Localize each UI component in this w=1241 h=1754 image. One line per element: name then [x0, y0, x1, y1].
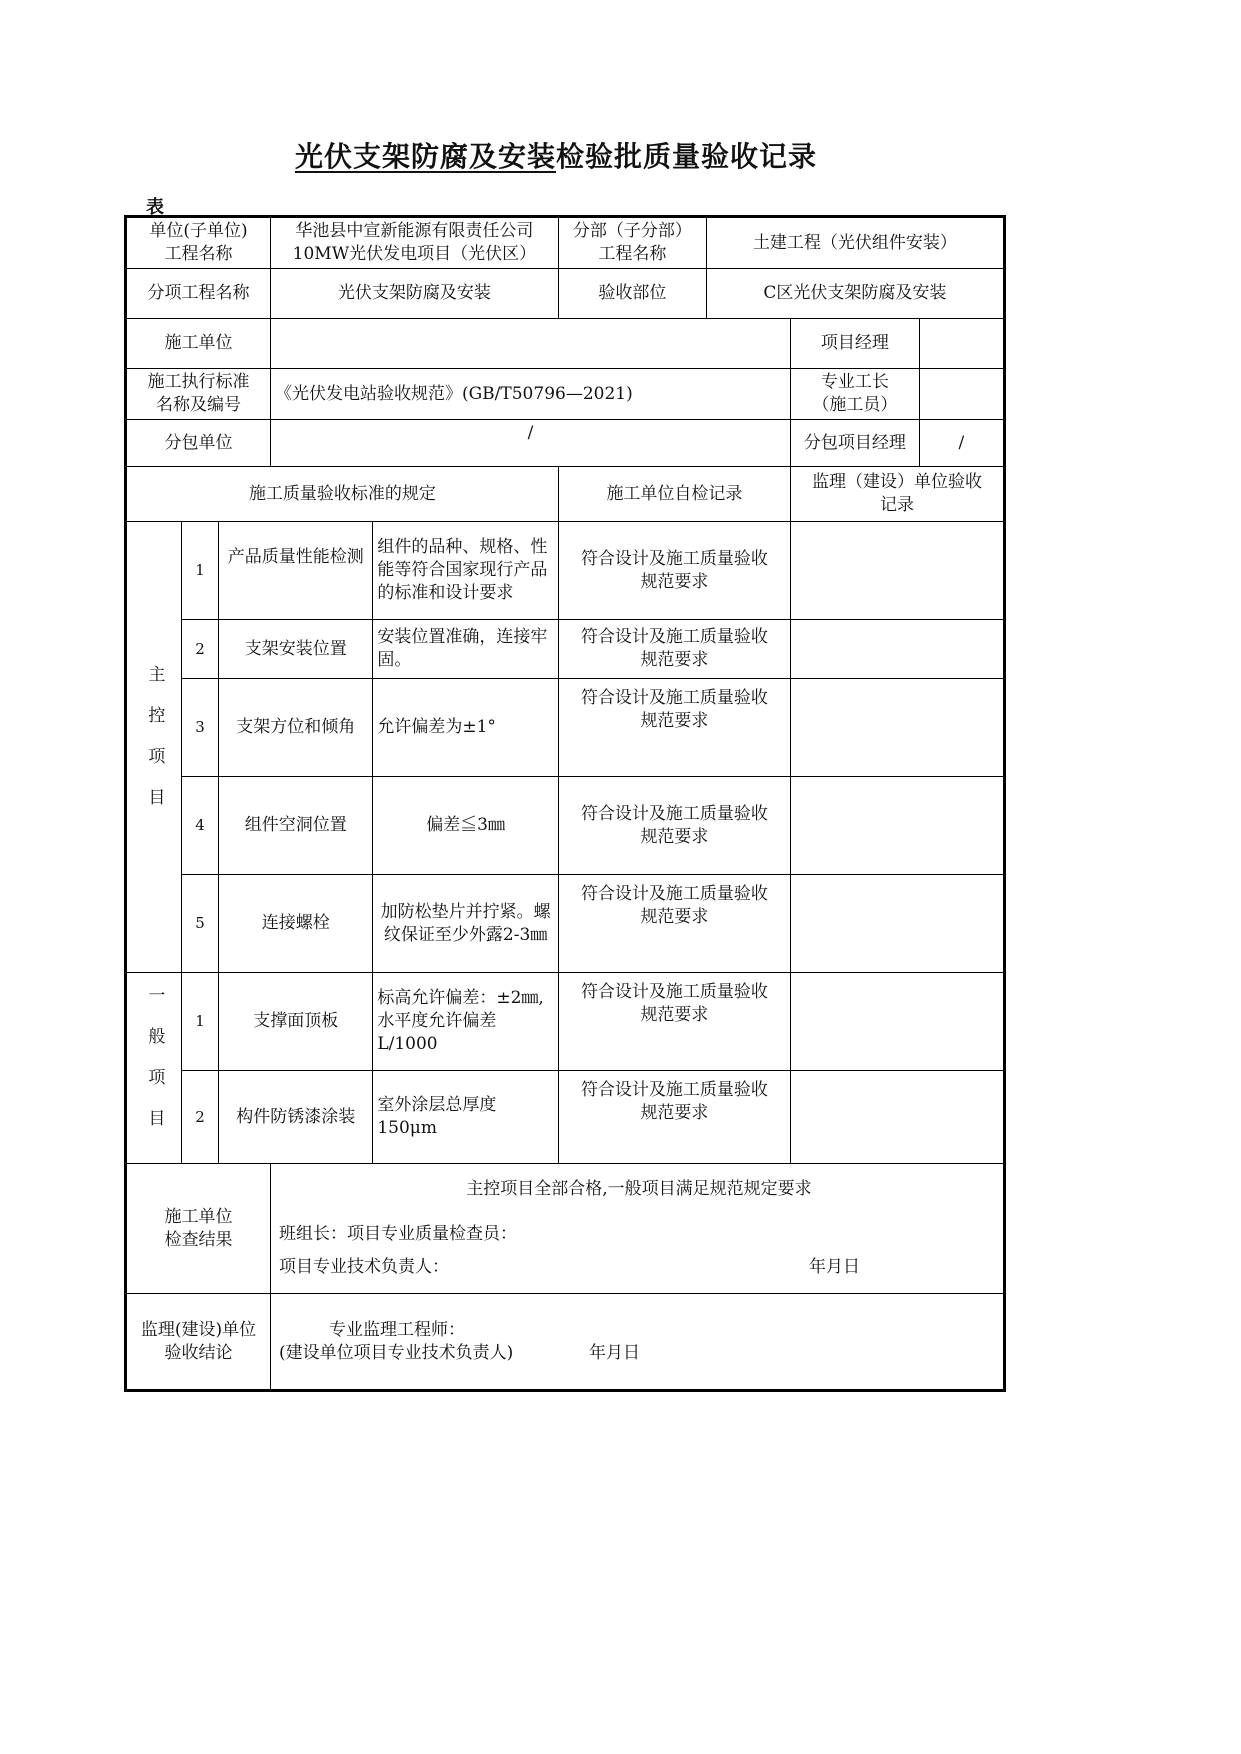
self-check-result: 符合设计及施工质量验收 规范要求: [558, 522, 790, 620]
self-check-result: 符合设计及施工质量验收 规范要求: [558, 973, 790, 1071]
item-name: 支架方位和倾角: [219, 679, 373, 777]
standard-row: [126, 369, 1005, 420]
check-signatory-line: 班组长：项目专业质量检查员：: [278, 1224, 517, 1244]
title-rest: 检验批质量验收记录: [556, 140, 818, 173]
item-spec: 标高允许偏差：±2㎜,水平度允许偏差L/1000: [373, 973, 559, 1071]
supervision-owner-line: (建设单位项目专业技术负责人) 年月日: [278, 1342, 640, 1363]
table-row: [126, 620, 1005, 679]
foreman-label: 专业工长 （施工员）: [791, 369, 920, 420]
item-name: 支架安装位置: [219, 620, 373, 679]
check-date: 年月日: [808, 1257, 860, 1277]
general-group-label: 一般项目: [126, 973, 182, 1164]
item-no: 3: [181, 679, 219, 777]
sub-value: /: [270, 420, 790, 467]
pm-label: 项目经理: [791, 319, 920, 369]
self-check-result: 符合设计及施工质量验收 规范要求: [558, 875, 790, 973]
inspection-record-table: [124, 215, 1006, 1392]
standard-label: 施工执行标准 名称及编号: [126, 369, 271, 420]
self-check-result: 符合设计及施工质量验收 规范要求: [558, 679, 790, 777]
supervision-label: 监理(建设)单位 验收结论: [126, 1294, 271, 1391]
item-no: 2: [181, 1071, 219, 1164]
part-value: C区光伏支架防腐及安装: [706, 269, 1004, 319]
supervisor-record: [791, 875, 1005, 973]
part-label: 验收部位: [558, 269, 706, 319]
supervision-date: 年月日: [588, 1342, 640, 1363]
main-group-label: 主控项目: [126, 522, 182, 973]
table-row: [126, 1071, 1005, 1164]
check-tech-lead-line: 项目专业技术负责人： 年月日: [278, 1257, 860, 1277]
supervisor-record: [791, 522, 1005, 620]
col-spec-header: 施工质量验收标准的规定: [126, 467, 559, 522]
item-spec: 允许偏差为±1°: [373, 679, 559, 777]
check-result-label: 施工单位 检查结果: [126, 1164, 271, 1294]
supervisor-record: [791, 620, 1005, 679]
item-name: 构件防锈漆涂装: [219, 1071, 373, 1164]
construction-unit-row: [126, 319, 1005, 369]
table-row: [126, 522, 1005, 620]
construction-unit-value: [270, 319, 790, 369]
supervision-content: [270, 1294, 1004, 1391]
table-row: [126, 973, 1005, 1071]
column-header-row: [126, 467, 1005, 522]
title-underlined: 光伏支架防腐及安装: [294, 140, 556, 173]
self-check-result: 符合设计及施工质量验收 规范要求: [558, 620, 790, 679]
item-no: 4: [181, 777, 219, 875]
check-conclusion: 主控项目全部合格,一般项目满足规范规定要求: [466, 1179, 812, 1199]
branch-value: 土建工程（光伏组件安装）: [706, 217, 1004, 269]
supervisor-record: [791, 777, 1005, 875]
item-no: 2: [181, 620, 219, 679]
supervisor-record: [791, 679, 1005, 777]
supervision-engineer-line: 专业监理工程师：: [328, 1319, 465, 1340]
item-name: 连接螺栓: [219, 875, 373, 973]
item-spec: 室外涂层总厚度150μm: [373, 1071, 559, 1164]
supervisor-record: [791, 973, 1005, 1071]
unit-value: 华池县中宣新能源有限责任公司 10MW光伏发电项目（光伏区）: [270, 217, 558, 269]
supervision-row: [126, 1294, 1005, 1391]
item-name: 产品质量性能检测: [219, 522, 373, 620]
item-row: [126, 269, 1005, 319]
col-self-check-header: 施工单位自检记录: [558, 467, 790, 522]
pm-value: [919, 319, 1004, 369]
unit-label: 单位(子单位) 工程名称: [126, 217, 271, 269]
sub-label: 分包单位: [126, 420, 271, 467]
item-no: 1: [181, 522, 219, 620]
item-name: 组件空洞位置: [219, 777, 373, 875]
table-label: 表: [146, 197, 164, 218]
branch-label: 分部（子分部） 工程名称: [558, 217, 706, 269]
item-no: 5: [181, 875, 219, 973]
check-result-row: [126, 1164, 1005, 1294]
sub-pm-value: /: [919, 420, 1004, 467]
item-value: 光伏支架防腐及安装: [270, 269, 558, 319]
item-spec: 偏差≦3㎜: [373, 777, 559, 875]
col-supervisor-header: 监理（建设）单位验收 记录: [791, 467, 1005, 522]
self-check-result: 符合设计及施工质量验收 规范要求: [558, 777, 790, 875]
page-title: [0, 135, 1112, 175]
check-result-content: [270, 1164, 1004, 1294]
item-name: 支撑面顶板: [219, 973, 373, 1071]
sub-pm-label: 分包项目经理: [791, 420, 920, 467]
item-label: 分项工程名称: [126, 269, 271, 319]
construction-unit-label: 施工单位: [126, 319, 271, 369]
supervisor-record: [791, 1071, 1005, 1164]
item-spec: 加防松垫片并拧紧。螺纹保证至少外露2-3㎜: [373, 875, 559, 973]
foreman-value: [919, 369, 1004, 420]
table-row: [126, 679, 1005, 777]
standard-value: 《光伏发电站验收规范》(GB/T50796—2021): [270, 369, 790, 420]
item-no: 1: [181, 973, 219, 1071]
subcontractor-row: [126, 420, 1005, 467]
item-spec: 组件的品种、规格、性能等符合国家现行产品的标准和设计要求: [373, 522, 559, 620]
item-spec: 安装位置准确，连接牢固。: [373, 620, 559, 679]
self-check-result: 符合设计及施工质量验收 规范要求: [558, 1071, 790, 1164]
table-row: [126, 777, 1005, 875]
table-row: [126, 875, 1005, 973]
unit-row: [126, 217, 1005, 269]
